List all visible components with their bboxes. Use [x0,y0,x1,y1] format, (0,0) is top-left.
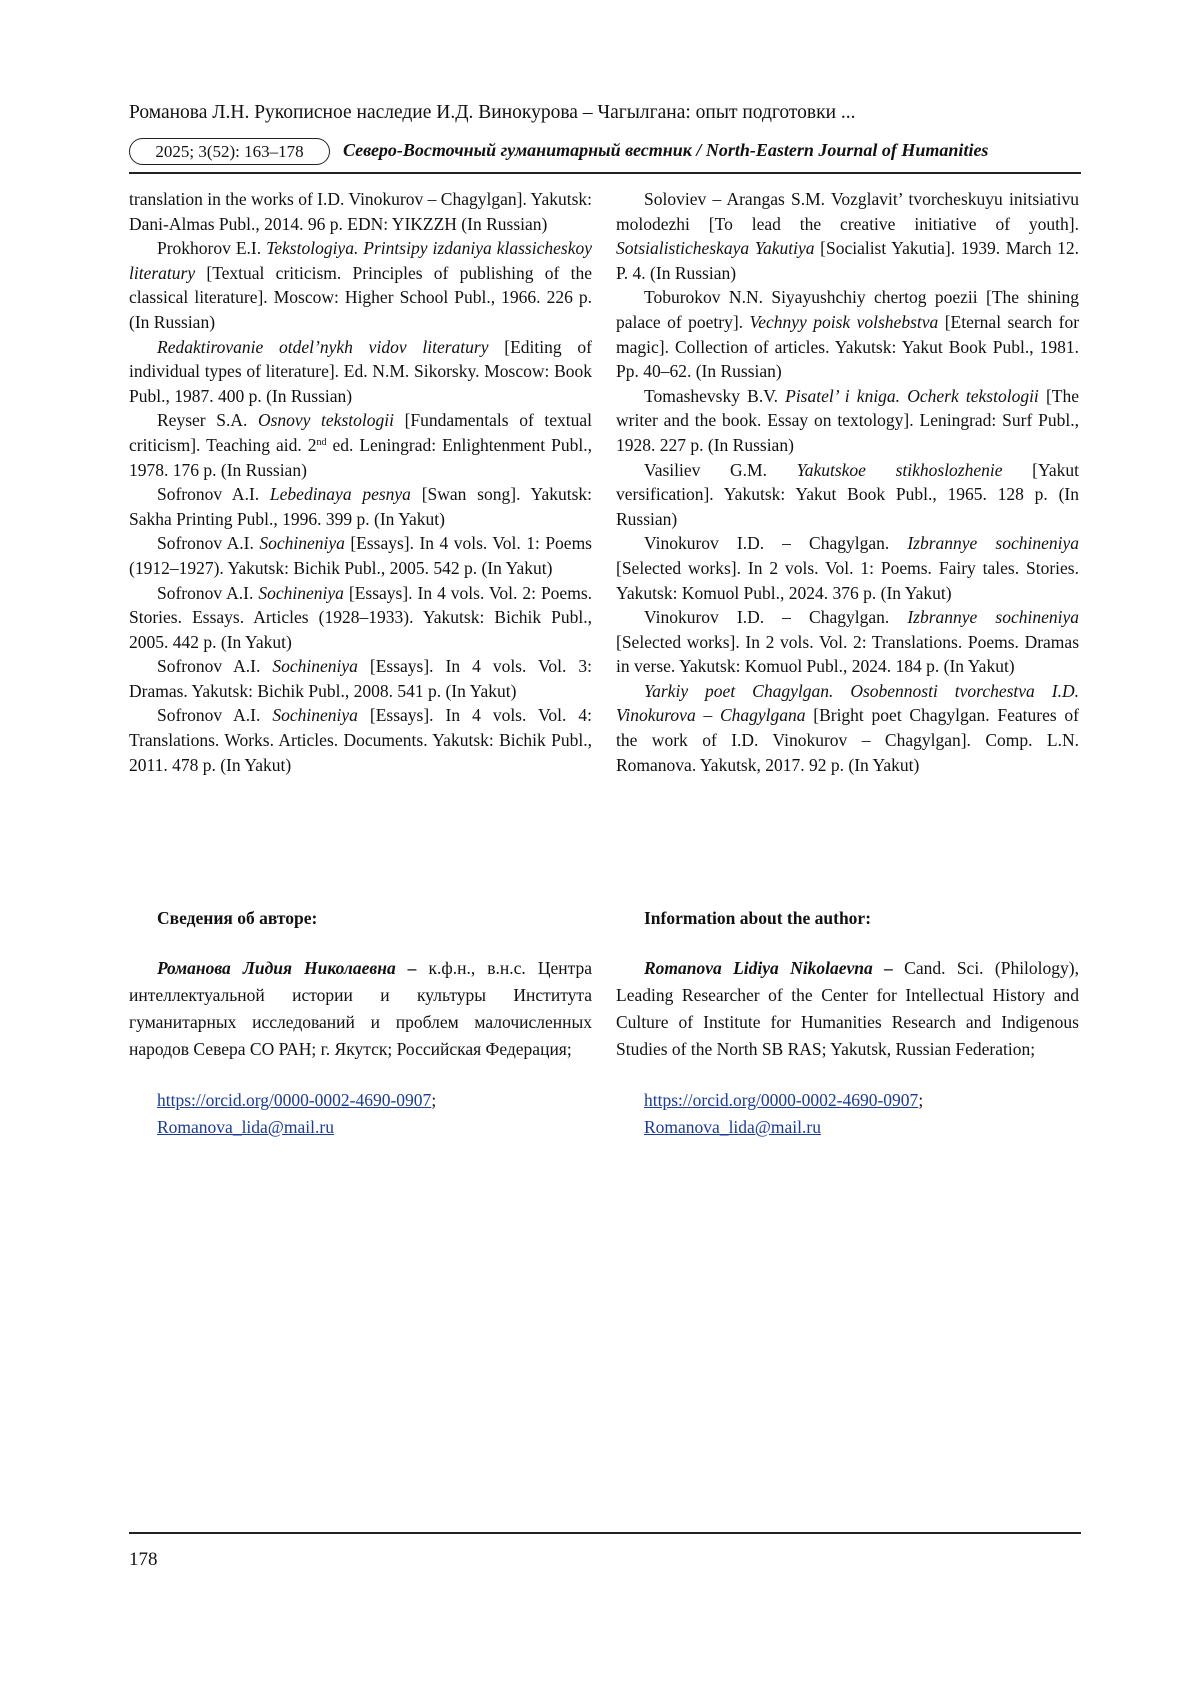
author-info-ru [129,905,592,1141]
reference-item: Vinokurov I.D. – Chagylgan. Izbrannye sochineniya [Selected works]. In 2 vols. Vol. 2: Translations. Poems. Dramas in verse. Yakutsk: Komuol Publ., 2024. 184 p. (In Yakut) [616,607,1079,677]
reference-item: Sofronov A.I. Sochineniya [Essays]. In 4 vols. Vol. 1: Poems (1912–1927). Yakutsk: Bichik Publ., 2005. 542 p. (In Yakut) [129,533,592,578]
author-links-ru: https://orcid.org/0000-0002-4690-0907; Romanova_lida@mail.ru [157,1090,437,1137]
running-title: Романова Л.Н. Рукописное наследие И.Д. Винокурова – Чагылгана: опыт подготовки ... [129,102,856,123]
reference-item: Yarkiy poet Chagylgan. Osobennosti tvorchestva I.D. Vinokurova – Chagylgana [Bright poet Chagylgan. Features of the work of I.D. Vinokurov – Chagylgan]. Comp. L.N. Romanova. Yakutsk, 2017. 92 p. (In Yakut) [616,680,1079,775]
page-number: 178 [129,1549,158,1570]
reference-item: Soloviev – Arangas S.M. Vozglavit’ tvorcheskuyu initsiativu molodezhi [To lead the creative initiative of youth]. Sotsialisticheskaya Yakutiya [Socialist Yakutia]. 1939. March 12. P. 4. (In Russian) [616,189,1079,283]
author-links-en: https://orcid.org/0000-0002-4690-0907; Romanova_lida@mail.ru [644,1090,924,1137]
reference-item: Toburokov N.N. Siyayushchiy chertog poezii [The shining palace of poetry]. Vechnyy poisk volshebstva [Eternal search for magic]. Collection of articles. Yakutsk: Yakut Book Publ., 1981. Pp. 40–62. (In Russian) [616,287,1080,382]
reference-item: Vasiliev G.M. Yakutskoe stikhoslozhenie [Yakut versification]. Yakutsk: Yakut Book Publ., 1965. 128 p. (In Russian) [616,459,1079,529]
reference-item: translation in the works of I.D. Vinokurov – Chagylgan]. Yakutsk: Dani-Almas Publ., 2014. 96 p. EDN: YIKZZH (In Russian) [129,189,592,234]
author-heading-ru: Сведения об авторе: [157,908,318,928]
reference-item: Sofronov A.I. Lebedinaya pesnya [Swan song]. Yakutsk: Sakha Printing Publ., 1996. 399 p. (In Yakut) [129,484,592,529]
header-rule [129,172,1081,174]
reference-item: Reyser S.A. Osnovy tekstologii [Fundamentals of textual criticism]. Teaching aid. 2nd ed. Leningrad: Enlightenment Publ., 1978. 176 p. (In Russian) [129,410,593,480]
author-info-en [616,905,1079,1141]
references-right-column [616,187,1079,777]
references-left-column [129,187,592,777]
reference-item: Tomashevsky B.V. Pisatel’ i kniga. Ocherk tekstologii [The writer and the book. Essay on textology]. Leningrad: Surf Publ., 1928. 227 p. (In Russian) [616,385,1079,455]
issue-badge: 2025; 3(52): 163–178 [129,138,330,165]
reference-item: Redaktirovanie otdel’nykh vidov literatury [Editing of individual types of literature]. Ed. N.M. Sikorsky. Moscow: Book Publ., 1987. 400 p. (In Russian) [129,336,592,406]
reference-item: Prokhorov E.I. Tekstologiya. Printsipy izdaniya klassicheskoy literatury [Textual criticism. Principles of publishing of the classical literature]. Moscow: Higher School Publ., 1966. 226 p. (In Russian) [129,238,592,332]
reference-item: Sofronov A.I. Sochineniya [Essays]. In 4 vols. Vol. 2: Poems. Stories. Essays. Articles (1928–1933). Yakutsk: Bichik Publ., 2005. 442 p. (In Yakut) [129,582,593,652]
author-bio-ru: Романова Лидия Николаевна – к.ф.н., в.н.с. Центра интеллектуальной истории и культуры Института гуманитарных исследований и проблем малочисленных народов Севера СО РАН; г. Якутск; Российская Федерация; [129,958,592,1059]
email-link-en[interactable]: Romanova_lida@mail.ru [644,1117,821,1137]
author-name-en: Romanova Lidiya Nikolaevna – [644,958,893,978]
journal-title: Северо-Восточный гуманитарный вестник / North-Eastern Journal of Humanities [343,140,989,160]
reference-item: Sofronov A.I. Sochineniya [Essays]. In 4 vols. Vol. 4: Translations. Works. Articles. Documents. Yakutsk: Bichik Publ., 2011. 478 p. (In Yakut) [129,705,592,775]
email-link-ru[interactable]: Romanova_lida@mail.ru [157,1117,334,1137]
author-heading-en: Information about the author: [644,908,872,928]
author-bio-en: Romanova Lidiya Nikolaevna – Cand. Sci. (Philology), Leading Researcher of the Center for Intellectual History and Culture of Institute for Humanities Research and Indigenous Studies of the North SB RAS; Yakutsk, Russian Federation; [616,958,1079,1059]
journal-header [129,136,1084,170]
orcid-link-ru[interactable]: https://orcid.org/0000-0002-4690-0907 [157,1090,432,1110]
orcid-link-en[interactable]: https://orcid.org/0000-0002-4690-0907 [644,1090,919,1110]
reference-item: Sofronov A.I. Sochineniya [Essays]. In 4 vols. Vol. 3: Dramas. Yakutsk: Bichik Publ., 2008. 541 p. (In Yakut) [129,656,592,701]
author-name-ru: Романова Лидия Николаевна – [157,958,417,978]
footer-rule [129,1532,1081,1534]
reference-item: Vinokurov I.D. – Chagylgan. Izbrannye sochineniya [Selected works]. In 2 vols. Vol. 1: Poems. Fairy tales. Stories. Yakutsk: Komuol Publ., 2024. 376 p. (In Yakut) [616,533,1079,603]
